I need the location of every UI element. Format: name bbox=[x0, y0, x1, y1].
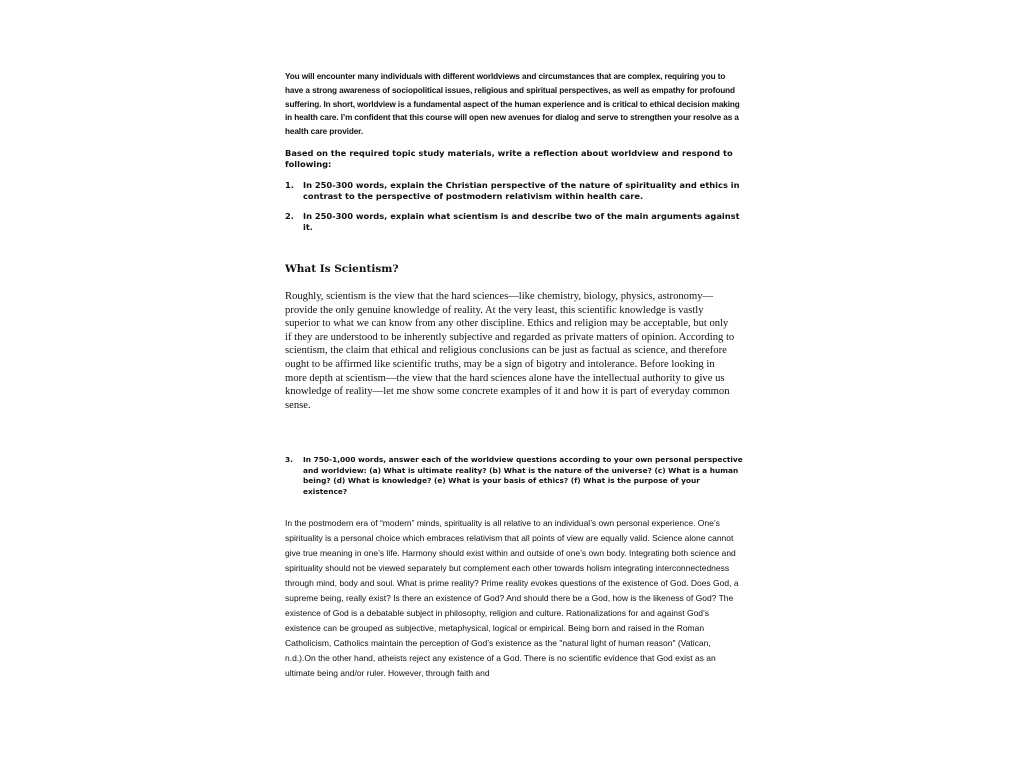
question-text: In 250-300 words, explain what scientism is and describe two of the main arguments against it. bbox=[303, 211, 740, 232]
question-list bbox=[285, 180, 745, 242]
question-list bbox=[285, 455, 745, 506]
question-item bbox=[285, 455, 745, 497]
reflection-paragraph: In the postmodern era of “modern” minds, spirituality is all relative to an individual’s own personal experience. One’s spirituality is a personal choice which embraces relativism that all points of view are equally valid. Science alone cannot give true meaning in one’s life. Harmony should exist within and outside of one’s own body. Integrating both science and spirituality should not be viewed separately but complement each other towards holism integrating interconnectedness through mind, body and soul. What is prime reality? Prime reality evokes questions of the existence of God. Does God, a supreme being, really exist? Is there an existence of God? And should there be a God, how is the likeness of God? The existence of God is a debatable subject in philosophy, religion and culture. Rationalizations for and against God’s existence can be grouped as subjective, metaphysical, logical or empirical. Being born and raised in the Roman Catholicism, Catholics maintain the perception of God’s existence as the "natural light of human reason" (Vatican, n.d.).On the other hand, atheists reject any existence of a God. There is no scientific evidence that God exist as an ultimate being and/or ruler. However, through faith and bbox=[285, 518, 739, 678]
question-number: 1. bbox=[285, 180, 294, 190]
question-text: In 750-1,000 words, answer each of the worldview questions according to your own personal perspective and worldview: (a) What is ultimate reality? (b) What is the nature of the universe? (c) What is a human being? (d) What is knowledge? (e) What is your basis of ethics? (f) What is the purpose of your existence? bbox=[303, 455, 743, 496]
assignment-prompt: Based on the required topic study materials, write a reflection about worldview and respond to following: bbox=[285, 148, 733, 169]
scientism-heading: What Is Scientism? bbox=[285, 263, 399, 275]
question-text: In 250-300 words, explain the Christian perspective of the nature of spirituality and ethics in contrast to the perspective of postmodern relativism within health care. bbox=[303, 180, 740, 201]
question-number: 3. bbox=[285, 455, 293, 464]
scientism-body: Roughly, scientism is the view that the hard sciences—like chemistry, biology, physics, astronomy—provide the only genuine knowledge of reality. At the very least, this scientific knowledge is vastly superior to what we can know from any other discipline. Ethics and religion may be acceptable, but only if they are understood to be inherently subjective and regarded as private matters of opinion. According to scientism, the claim that ethical and religious conclusions can be just as factual as science, and therefore ought to be affirmed like scientific truths, may be a sign of bigotry and intolerance. Before looking in more depth at scientism—the view that the hard sciences alone have the intellectual authority to give us knowledge of reality—let me show some concrete examples of it and how it is part of everyday common sense. bbox=[285, 291, 735, 411]
question-number: 2. bbox=[285, 211, 294, 221]
question-item bbox=[285, 211, 745, 233]
question-item bbox=[285, 180, 745, 202]
intro-paragraph: You will encounter many individuals with different worldviews and circumstances that are complex, requiring you to have a strong awareness of sociopolitical issues, religious and spiritual perspectives, as well as empathy for profound suffering. In short, worldview is a fundamental aspect of the human experience and is critical to ethical decision making in health care. I’m confident that this course will open new avenues for dialog and serve to strengthen your resolve as a health care provider. bbox=[285, 72, 740, 137]
